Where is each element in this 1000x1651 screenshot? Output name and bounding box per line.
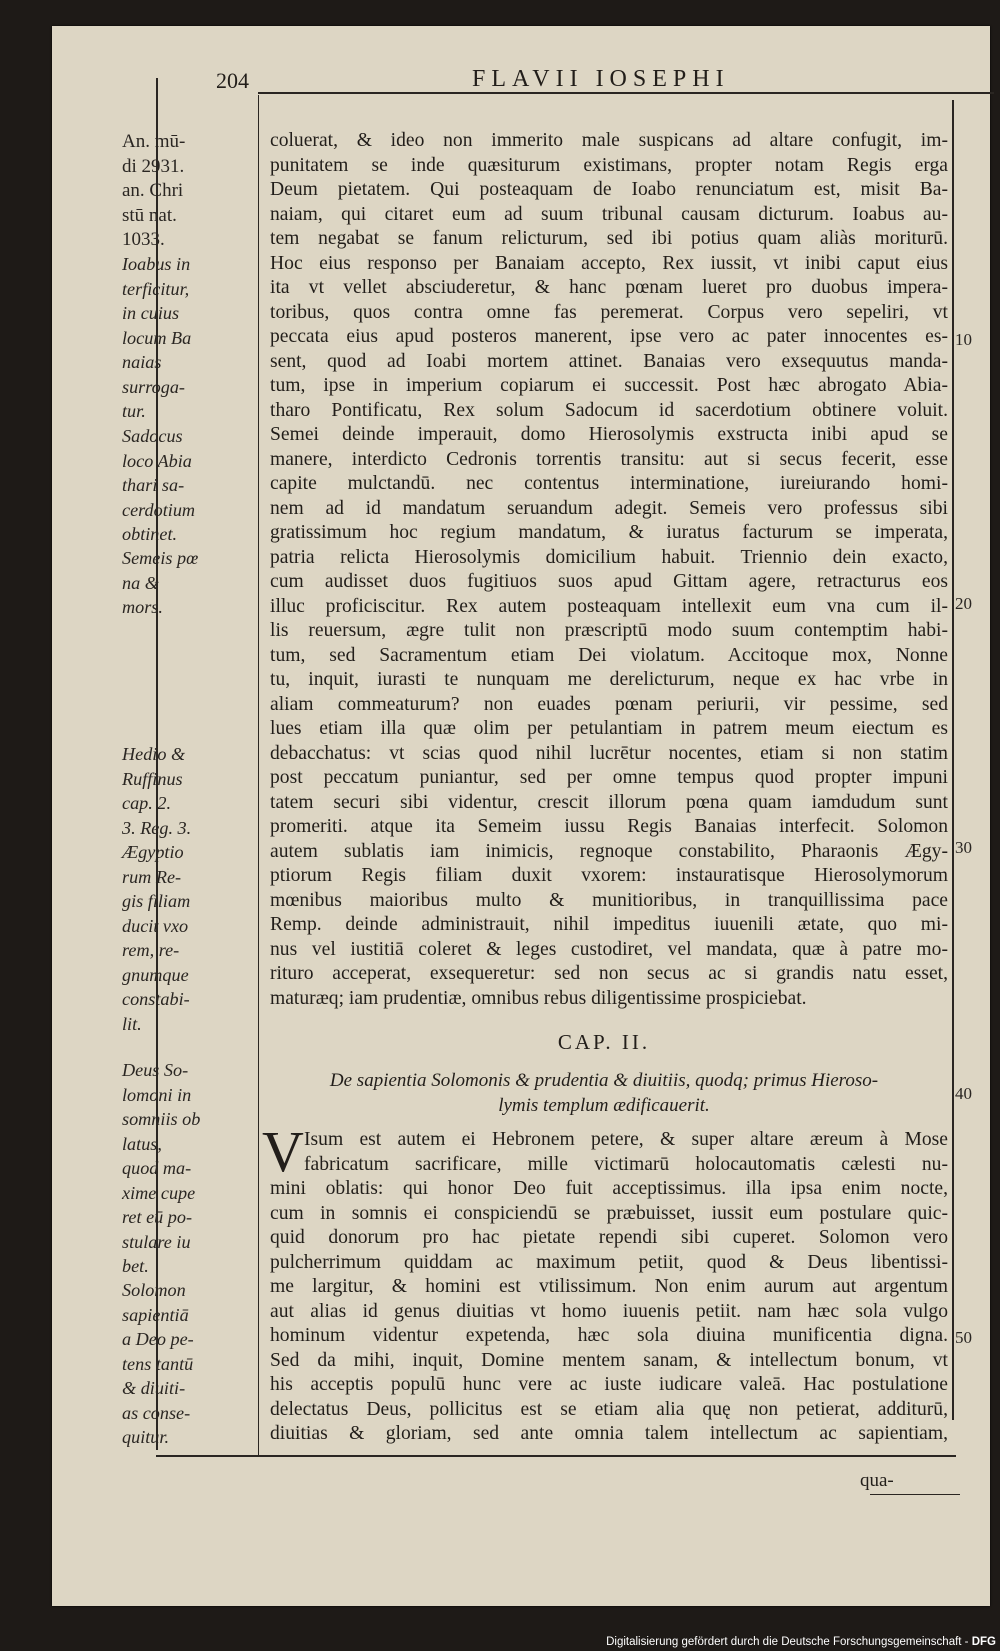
catchword: qua- (860, 1470, 894, 1491)
margin-note-line: lit. (122, 1013, 142, 1034)
chapter-subtitle-line: lymis templum ædificauerit. (498, 1095, 710, 1116)
text-line: tum, sed Sacramentum etiam Dei violatum. Accitoque mox, Nonne (270, 644, 948, 666)
chapter-subtitle-line: De sapientia Solomonis & prudentia & diuitiis, quodq; primus Hieroso- (329, 1070, 879, 1091)
margin-note-aegyptiorum (122, 840, 258, 1036)
margin-note-line: Sadocus (122, 426, 183, 446)
text-line: punitatem se inde quæsiturum existimans, propter notam Regis erga (270, 154, 948, 176)
text-line: debacchatus: vt scias quod nihil lucrētur nocentes, etiam si non statim (270, 742, 948, 764)
margin-note-line: na & (122, 572, 159, 593)
text-line: Hoc eius responso per Banaiam accepto, Rex iussit, vt inibi caput eius (270, 252, 948, 274)
line-number: 40 (955, 1084, 972, 1103)
text-line: quid donorum pro hac pietate rependi sibi cuperet. Solomon vero (270, 1227, 948, 1248)
margin-note-line: tur. (122, 401, 146, 421)
right-margin-rule (952, 100, 954, 1420)
text-line: pulcherrimum quiddam ac maximum petiit, quod & Deus libentissi- (270, 1251, 948, 1273)
margin-note-line: Hedio & (122, 744, 186, 764)
margin-note-line: stū nat. (122, 204, 177, 226)
text-line: cum audisset duos fugitiuos suos apud Gittam agere, retracturus eos (270, 571, 948, 592)
text-line: fabricatum sacrificare, mille victimarū holocautomatis cælesti nu- (304, 1153, 948, 1175)
page-number: 204 (216, 68, 249, 93)
margin-note-line: 3. Reg. 3. (122, 817, 192, 838)
chapter-body-text (270, 1128, 948, 1447)
margin-note-line: rem, re- (122, 940, 180, 960)
text-line: Remp. deinde administrauit, nihil impeditus iuuenili ætate, quo mi- (270, 914, 948, 935)
text-line: ptiorum Regis filiam duxit vxorem: instauratisque Hierosolymorum (270, 865, 948, 886)
margin-note-line: tens tantū (122, 1353, 194, 1374)
text-line: lues etiam illa quæ olim per petulantiam in patrem meum eiectum es (270, 718, 948, 739)
margin-note-line: Deus So- (122, 1060, 189, 1080)
text-line: post peccatum puniantur, sed per omne tempus quod propter impuni (270, 767, 948, 788)
margin-note-line: gis filiam (122, 891, 191, 911)
margin-note-line: Ægyptio (122, 842, 184, 862)
text-line: capite mulctandū. nec contentus interminatione, iureiurando homi- (270, 473, 948, 494)
margin-note-line: lomoni in (122, 1084, 192, 1105)
margin-note-sadocus (122, 424, 258, 547)
margin-note-line: latus, (122, 1133, 162, 1154)
text-line: gratissimum hoc regium mandatum, & iuratus facturum se imperata, (270, 522, 948, 543)
margin-note-line: An. mū- (122, 131, 186, 152)
chapter-subtitle (260, 1068, 948, 1118)
text-line: diuitias & gloriam, sed ante omnia talem intellectum ac sapientiam, (270, 1423, 948, 1444)
margin-note-line: somniis ob (122, 1109, 201, 1129)
margin-note-deus (122, 1058, 258, 1279)
margin-note-line: Ioabus in (122, 254, 191, 274)
margin-note-line: mors. (122, 597, 163, 617)
margin-note-hedio (122, 742, 258, 840)
text-line: mini oblatis: qui honor Deo fuit acceptissimus. illa ipsa enim nocte, (270, 1178, 948, 1199)
text-line: Isum est autem ei Hebronem petere, & super altare æreum à Mose (304, 1129, 948, 1150)
text-line: lis reuersum, ægre tulit non præscriptū modo suum contemptim habi- (270, 620, 948, 641)
margin-note-line: gnumque (122, 964, 189, 985)
margin-note-line: surroga- (122, 376, 185, 397)
margin-note-line: a Deo pe- (122, 1329, 194, 1349)
margin-note-line: & diuiti- (122, 1378, 186, 1398)
margin-note-line: cerdotium (122, 499, 196, 520)
margin-note-line: naias (122, 352, 162, 372)
text-line: riturо acceperat, exsequeretur: sed non secus ac si grandis natu esset, (270, 963, 948, 984)
text-line: nem ad id mandatum seruandum adegit. Semeis vero professus sibi (270, 497, 948, 519)
margin-note-line: Semeis pœ (122, 548, 199, 568)
margin-note-line: quod ma- (122, 1158, 192, 1178)
text-line: nus vel iustitiā coleret & leges custodiret, vel mandata, quæ à patre mo- (270, 938, 948, 960)
margin-note-line: ducit vxo (122, 915, 189, 936)
margin-note-line: cap. 2. (122, 793, 171, 813)
text-line: Semei deinde imperauit, domo Hierosolymis exstructa inibi apud se (270, 424, 948, 445)
margin-note-line: obtinet. (122, 524, 178, 544)
margin-note-year (122, 130, 258, 253)
text-line: aliam commeaturum? non euades pœnam periurii, vir pessime, sed (270, 693, 948, 715)
margin-note-line: in cuius (122, 303, 180, 323)
margin-note-line: terficitur, (122, 278, 190, 299)
digitization-credit (606, 1636, 996, 1648)
text-line: mœnibus maioribus multo & munitioribus, in tranquillissima pace (270, 889, 948, 911)
chapter-heading: CAP. II. (557, 1030, 651, 1054)
margin-note-line: xime cupe (122, 1182, 196, 1203)
text-line: autem sublatis iam inimicis, regnoque constabilito, Pharaonis Ægy- (270, 840, 948, 862)
text-line: hominum videntur expetenda, hæc sola diuina munificentia digna. (270, 1325, 948, 1346)
text-line: his acceptis populū hunc vere ac iuste iudicare valeā. Hac postulatione (270, 1374, 948, 1395)
text-line: tatem securi sibi videntur, crescit illorum pœna quam iamdudum sunt (270, 791, 948, 813)
text-line: sent, quod ad Ioabi mortem attinet. Banaias vero exsequutus manda- (270, 350, 948, 372)
text-line: delectatus Deus, pollicitus est se etiam alia quę non petierat, additurū, (270, 1398, 948, 1420)
text-line: cum in somnis ei conspiciendū se præbuisset, iussit eum postulare quic- (270, 1202, 948, 1224)
text-line: illuc proficiscitur. Rex autem posteaquam intellexit eum vna cum il- (270, 595, 948, 617)
margin-note-line: 1033. (122, 229, 165, 250)
margin-note-line: quitur. (122, 1427, 169, 1447)
text-line: coluerat, & ideo non immerito male suspicans ad altare confugit, im- (270, 130, 948, 151)
margin-note-line: constabi- (122, 989, 190, 1009)
margin-note-line: sapientiā (122, 1304, 189, 1325)
text-line: Deum pietatem. Qui posteaquam de Ioabo renunciatum est, misit Ba- (270, 179, 948, 200)
margin-note-solomon (122, 1278, 258, 1450)
text-line: promeriti. atque ita Semeim iussu Regis Banaias interfecit. Solomon (270, 816, 948, 837)
margin-note-line: as conse- (122, 1402, 191, 1423)
body-text (270, 129, 948, 1011)
text-line: tu, inquit, iurasti te nunquam me derelicturum, neque ex hac vrbe in (270, 669, 948, 690)
running-title: FLAVII IOSEPHI (472, 66, 730, 92)
text-line: patria relicta Hierosolymis domicilium habuit. Triennio dein exacto, (270, 546, 948, 568)
line-number: 20 (955, 594, 972, 613)
margin-note-line: Solomon (122, 1280, 186, 1300)
text-line: ita vt vellet absciuderetur, & hanc pœnam lueret pro duobus impera- (270, 277, 948, 298)
text-line: aut alias id genus diuitias vt homo iuuenis petiit. nam hæc sola vulgo (270, 1300, 948, 1322)
margin-note-line: locum Ba (122, 327, 192, 348)
text-line: tum, ipse in imperium copiarum ei successit. Post hæc abrogato Abia- (270, 375, 948, 396)
margin-note-line: loco Abia (122, 450, 192, 471)
dfg-logo: DFG (971, 1636, 996, 1648)
drop-cap: V (262, 1119, 304, 1184)
footer-rule-2 (870, 1494, 960, 1495)
text-line: Sed da mihi, inquit, Domine mentem sanam, & intellectum bonum, vt (270, 1349, 948, 1371)
line-number: 30 (955, 838, 972, 857)
margin-note-semeis (122, 546, 258, 620)
text-line: me largitur, & homini est vtilissimum. Non enim aurum aut argentum (270, 1276, 948, 1297)
text-line: maturæq; iam prudentiæ, omnibus rebus diligentissime prospiciebat. (270, 987, 807, 1009)
footer-rule (156, 1455, 956, 1457)
margin-note-line: an. Chri (122, 180, 184, 201)
text-line: tem negabat se fanum relicturum, sed ibi potius quam aliàs moriturū. (270, 228, 948, 249)
text-line: manere, interdicto Cedronis torrentis transitu: aut si secus fecerit, esse (270, 448, 948, 470)
margin-note-line: di 2931. (122, 155, 185, 177)
margin-note-line: ret eū po- (122, 1207, 193, 1227)
line-number: 50 (955, 1328, 972, 1347)
margin-note-line: thari sa- (122, 475, 185, 495)
margin-note-line: stulare iu (122, 1231, 191, 1252)
text-column-rule (258, 95, 259, 1455)
margin-note-line: rum Re- (122, 866, 182, 887)
margin-note-ioabus (122, 252, 258, 424)
text-line: naiam, qui citaret eum ad suum tribunal causam dicturum. Ioabus au- (270, 203, 948, 225)
text-line: peccata eius apud posteros manerent, ipse vero ac pater innocentes es- (270, 326, 948, 347)
text-line: toribus, quos contra omne fas peremerat. Corpus vero sepeliri, vt (270, 301, 948, 323)
credit-text: Digitalisierung gefördert durch die Deutsche Forschungsgemeinschaft - (606, 1636, 969, 1648)
margin-note-line: bet. (122, 1256, 149, 1276)
margin-note-line: Ruffinus (122, 768, 183, 789)
line-number: 10 (955, 330, 972, 349)
text-line: tharo Pontificatu, Rex solum Sadocum id sacerdotium obtinere voluit. (270, 399, 948, 421)
page-header (212, 62, 972, 98)
